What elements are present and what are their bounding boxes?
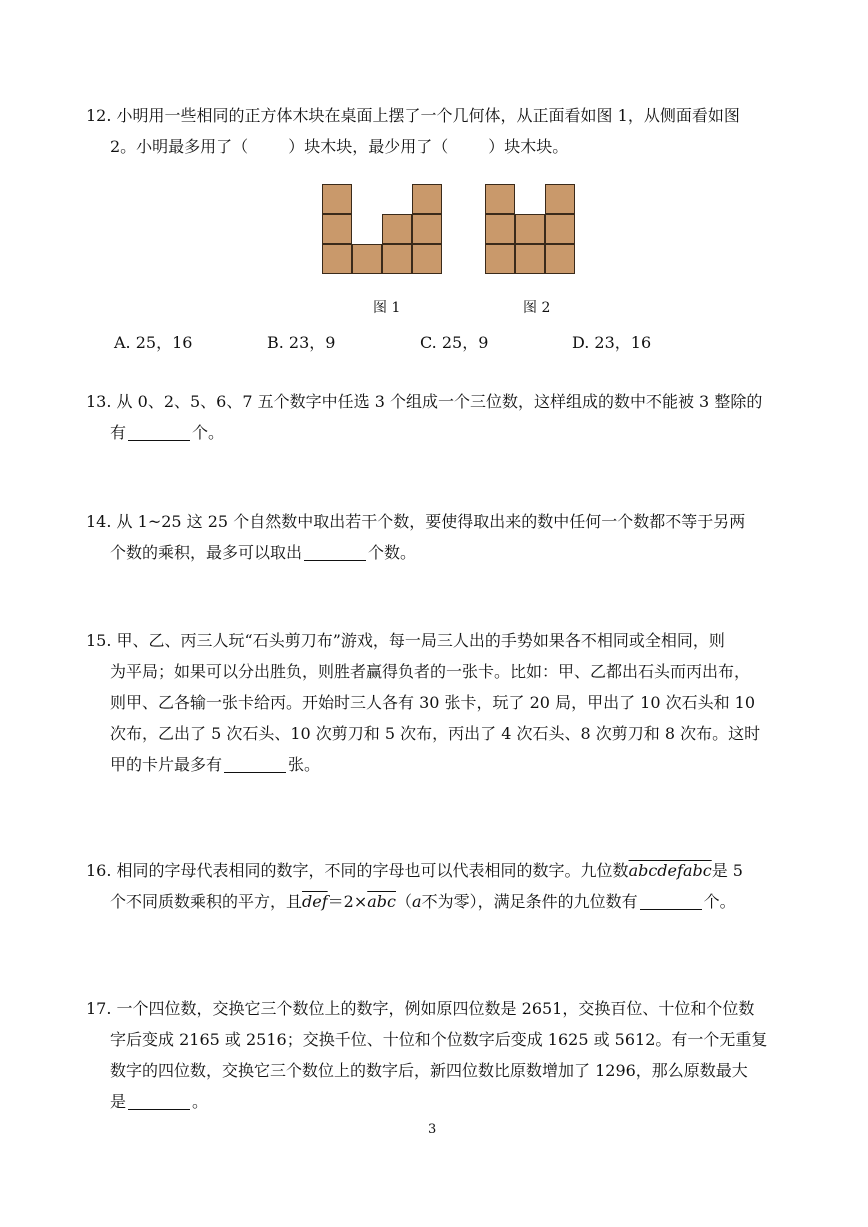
figure-1-front-view — [322, 184, 444, 276]
figure-1-caption: 图 1 — [373, 300, 401, 316]
question-number: 14. — [86, 512, 112, 531]
question-16 — [86, 855, 786, 917]
question-14 — [86, 506, 786, 568]
question-text: 个数。 — [368, 543, 417, 562]
question-text: 有 — [110, 423, 127, 442]
question-text: （ — [396, 892, 413, 911]
question-text: 甲的卡片最多有 — [110, 755, 223, 774]
question-text: ）块木块。 — [488, 137, 569, 156]
overlined-number: abcdefabc — [628, 861, 712, 880]
question-text: 一个四位数，交换它三个数位上的数字，例如原四位数是 2651，交换百位、十位和个位数 — [116, 999, 755, 1018]
question-text: 不为零），满足条件的九位数有 — [421, 892, 638, 911]
question-number: 15. — [86, 631, 112, 650]
answer-blank[interactable] — [128, 424, 190, 441]
answer-blank[interactable] — [304, 544, 366, 561]
question-text: 则甲、乙各输一张卡给丙。开始时三人各有 30 张卡，玩了 20 局，甲出了 10 次石头和 10 — [110, 693, 756, 712]
question-12 — [86, 100, 786, 162]
question-text: 张。 — [288, 755, 321, 774]
question-15 — [86, 625, 786, 780]
question-number: 16. — [86, 861, 112, 880]
question-17 — [86, 993, 786, 1117]
question-text: 小明用一些相同的正方体木块在桌面上摆了一个几何体，从正面看如图 1，从侧面看如图 — [116, 106, 740, 125]
answer-blank[interactable] — [224, 756, 286, 773]
variable: a — [412, 892, 422, 911]
question-text: 数字的四位数，交换它三个数位上的数字后，新四位数比原数增加了 1296，那么原数最大 — [110, 1061, 748, 1080]
question-text: ）块木块，最少用了（ — [288, 137, 449, 156]
question-13 — [86, 386, 786, 448]
page-number: 3 — [428, 1122, 437, 1137]
answer-blank[interactable] — [640, 893, 702, 910]
question-text: 个。 — [192, 423, 225, 442]
question-text: 相同的字母代表相同的数字，不同的字母也可以代表相同的数字。九位数 — [116, 861, 629, 880]
question-text: 是 5 — [711, 861, 743, 880]
question-text: 2。小明最多用了（ — [110, 137, 249, 156]
option-d[interactable]: D. 23，16 — [572, 333, 652, 352]
question-text: 个。 — [703, 892, 736, 911]
question-text: 。 — [192, 1092, 209, 1111]
answer-blank[interactable] — [128, 1093, 190, 1110]
question-text: 个不同质数乘积的平方，且 — [110, 892, 303, 911]
question-text: ＝2× — [327, 892, 368, 911]
question-text: 个数的乘积，最多可以取出 — [110, 543, 303, 562]
overlined-number: $\overline{abc}$ — [367, 892, 396, 911]
question-number: 13. — [86, 392, 112, 411]
question-text: 从 0、2、5、6、7 五个数字中任选 3 个组成一个三位数，这样组成的数中不能被 3 整除的 — [116, 392, 763, 411]
overlined-number: $\overline{def}$ — [302, 892, 328, 911]
question-text: 为平局；如果可以分出胜负，则胜者赢得负者的一张卡。比如：甲、乙都出石头而丙出布， — [110, 662, 751, 681]
question-text: 是 — [110, 1092, 127, 1111]
option-c[interactable]: C. 25，9 — [420, 333, 489, 352]
question-text: 甲、乙、丙三人玩“石头剪刀布”游戏，每一局三人出的手势如果各不相同或全相同，则 — [116, 631, 725, 650]
question-text: 次布，乙出了 5 次石头、10 次剪刀和 5 次布，丙出了 4 次石头、8 次剪刀和 8 次布。这时 — [110, 724, 761, 743]
option-a[interactable]: A. 25，16 — [114, 333, 193, 352]
option-b[interactable]: B. 23，9 — [267, 333, 336, 352]
question-number: 17. — [86, 999, 112, 1018]
figure-2-side-view — [485, 184, 577, 276]
question-number: 12. — [86, 106, 112, 125]
figure-2-caption: 图 2 — [523, 300, 551, 316]
question-text: 字后变成 2165 或 2516；交换千位、十位和个位数字后变成 1625 或 5612。有一个无重复 — [110, 1030, 768, 1049]
question-text: 从 1~25 这 25 个自然数中取出若干个数，要使得取出来的数中任何一个数都不等于另两 — [116, 512, 746, 531]
